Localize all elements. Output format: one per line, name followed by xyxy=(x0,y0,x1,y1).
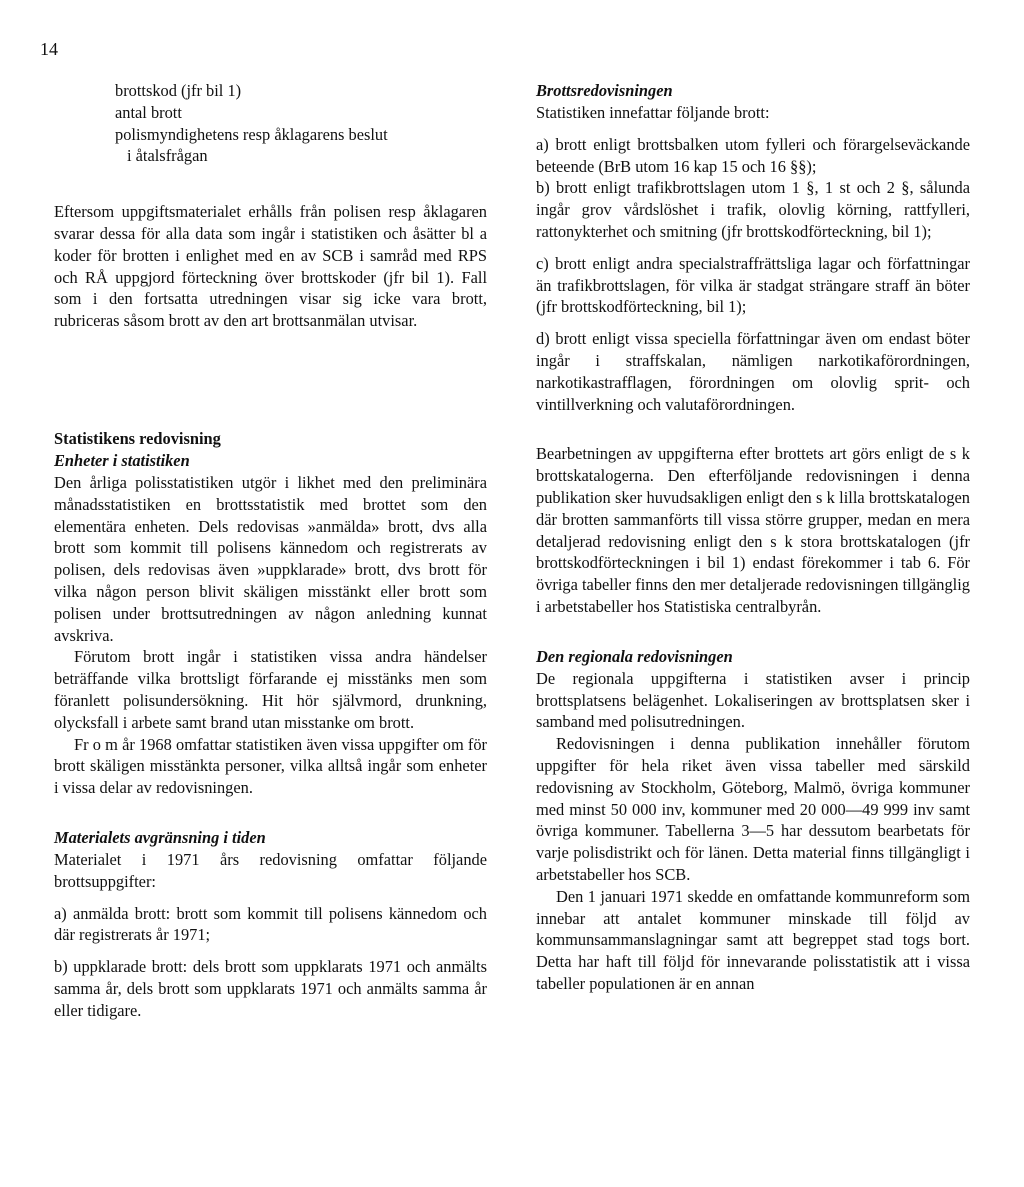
subheading-crime-report: Brottsredovisningen xyxy=(536,81,673,100)
material-item-a: a) anmälda brott: brott som kommit till polisens kännedom och där registrerats år 1971; xyxy=(54,903,487,945)
units-paragraph-2: Förutom brott ingår i statistiken vissa andra händelser beträffande vilka brottsligt förfarande ej misstänks men som föranlett polisundersökning. Hit hör självmord, drunkning, olycksfall i arbete samt brand utan misstanke om brott. xyxy=(54,647,487,732)
right-column xyxy=(536,80,970,995)
regional-paragraph-1: De regionala uppgifterna i statistiken avser i princip brottsplatsens belägenhet. Lokaliseringen av brottsplatsen sker i samband med polisutredningen. xyxy=(536,668,970,732)
section-heading-statistics: Statistikens redovisning xyxy=(54,428,221,448)
units-paragraph-3: Fr o m år 1968 omfattar statistiken även vissa uppgifter om för brott skäligen misstänkta personer, vilka alltså ingår som enheter i vissa delar av redovisningen. xyxy=(54,734,487,798)
intro-paragraph: Eftersom uppgiftsmaterialet erhålls från polisen resp åklagaren svarar dessa för alla data som ingår i statistiken och åsätter bl a koder för brotten i enlighet med en av SCB i samråd med RPS och RÅ uppgjord förteckning över brottskoder (jfr bil 1). Fall som i den fortsatta utredningen visar sig icke vara brott, rubriceras såsom brott av den art brottsanmälan utvisar. xyxy=(54,202,487,331)
code-list-item: brottskod (jfr bil 1) xyxy=(115,81,242,100)
report-item-b: b) brott enligt trafikbrottslagen utom 1 §, 1 st och 2 §, sålunda ingår grov vårdslöshet i trafik, olovlig körning, rattfylleri, rattonykterhet och smitning (jfr brottskodförteckning, bil 1); xyxy=(536,178,970,241)
report-paragraph-2: Bearbetningen av uppgifterna efter brottets art görs enligt de s k brottskatalogerna. Den efterföljande redovisningen i denna publikation sker huvudsakligen enligt den s k lilla brottskatalogen där brotten sammanförts till vissa större grupper, medan en mera detaljerad redovisning enligt den s k stora brottskatalogen (jfr brottskodförteckningen i bil 1) endast förekommer i tab 6. För övriga tabeller finns den mer detaljerade redovisningen tillgänglig i arbetstabeller hos Statistiska centralbyrån. xyxy=(536,444,970,616)
report-item-a: a) brott enligt brottsbalken utom fylleri och förargelseväckande beteende (BrB utom 16 kap 15 och 16 §§); xyxy=(536,134,970,176)
regional-paragraph-2: Redovisningen i denna publikation innehåller förutom uppgifter för hela riket även vissa tabeller med särskild redovisning av Stockholm, Göteborg, Malmö, övriga kommuner med minst 50 000 inv, kommuner med 20 000—49 999 inv samt övriga kommuner. Tabellerna 3—5 har dessutom bearbetats för varje polisdistrikt och för länen. Detta material finns tillgängligt i arbetstabeller hos SCB. xyxy=(536,734,970,884)
code-list-item: antal brott xyxy=(115,102,182,122)
page-number: 14 xyxy=(40,39,58,59)
units-paragraph-1: Den årliga polisstatistiken utgör i likhet med den preliminära månadsstatistiken en brottsstatistik med brottet som den elementära enheten. Dels redovisas »anmälda» brott, dvs alla brott som kommit till polisens kännedom och registrerats av polisen, dels redovisas även »uppklarade» brott, dvs brott för vilka någon person blivit skäligen misstänkt eller brott som polisen under brottsutredningen av någon anledning kunnat avskriva. xyxy=(54,472,487,645)
subheading-material: Materialets avgränsning i tiden xyxy=(54,827,266,847)
left-column xyxy=(54,80,487,1022)
regional-paragraph-3: Den 1 januari 1971 skedde en omfattande kommunreform som innebar att antalet kommuner minskade till följd av kommunsammanslagningar samt att begreppet stad togs bort. Detta har haft till följd för innevarande polisstatistik att i vissa tabeller populationen är en annan xyxy=(536,886,970,993)
code-list-item: polismyndighetens resp åklagarens beslut xyxy=(115,124,388,144)
report-intro: Statistiken innefattar följande brott: xyxy=(536,103,770,122)
material-paragraph: Materialet i 1971 års redovisning omfattar följande brottsuppgifter: xyxy=(54,849,487,891)
report-item-d: d) brott enligt vissa speciella författningar även om endast böter ingår i straffskalan, nämligen narkotikaförordningen, narkotikastrafflagen, förordningen om olovlig sprit- och vintillverkning och valutaförordningen. xyxy=(536,329,970,414)
subheading-units: Enheter i statistiken xyxy=(54,450,190,470)
code-list xyxy=(115,80,487,167)
report-item-c: c) brott enligt andra specialstraffrättsliga lagar och författningar än trafikbrottslagen, för vilka är stadgat strängare straff än böter (jfr brottskodförteckning, bil 1); xyxy=(536,253,970,317)
code-list-item: i åtalsfrågan xyxy=(127,146,208,166)
subheading-regional: Den regionala redovisningen xyxy=(536,646,733,666)
material-item-b: b) uppklarade brott: dels brott som uppklarats 1971 och anmälts samma år, dels brott som uppklarats 1971 och anmälts samma år eller tidigare. xyxy=(54,957,487,1020)
